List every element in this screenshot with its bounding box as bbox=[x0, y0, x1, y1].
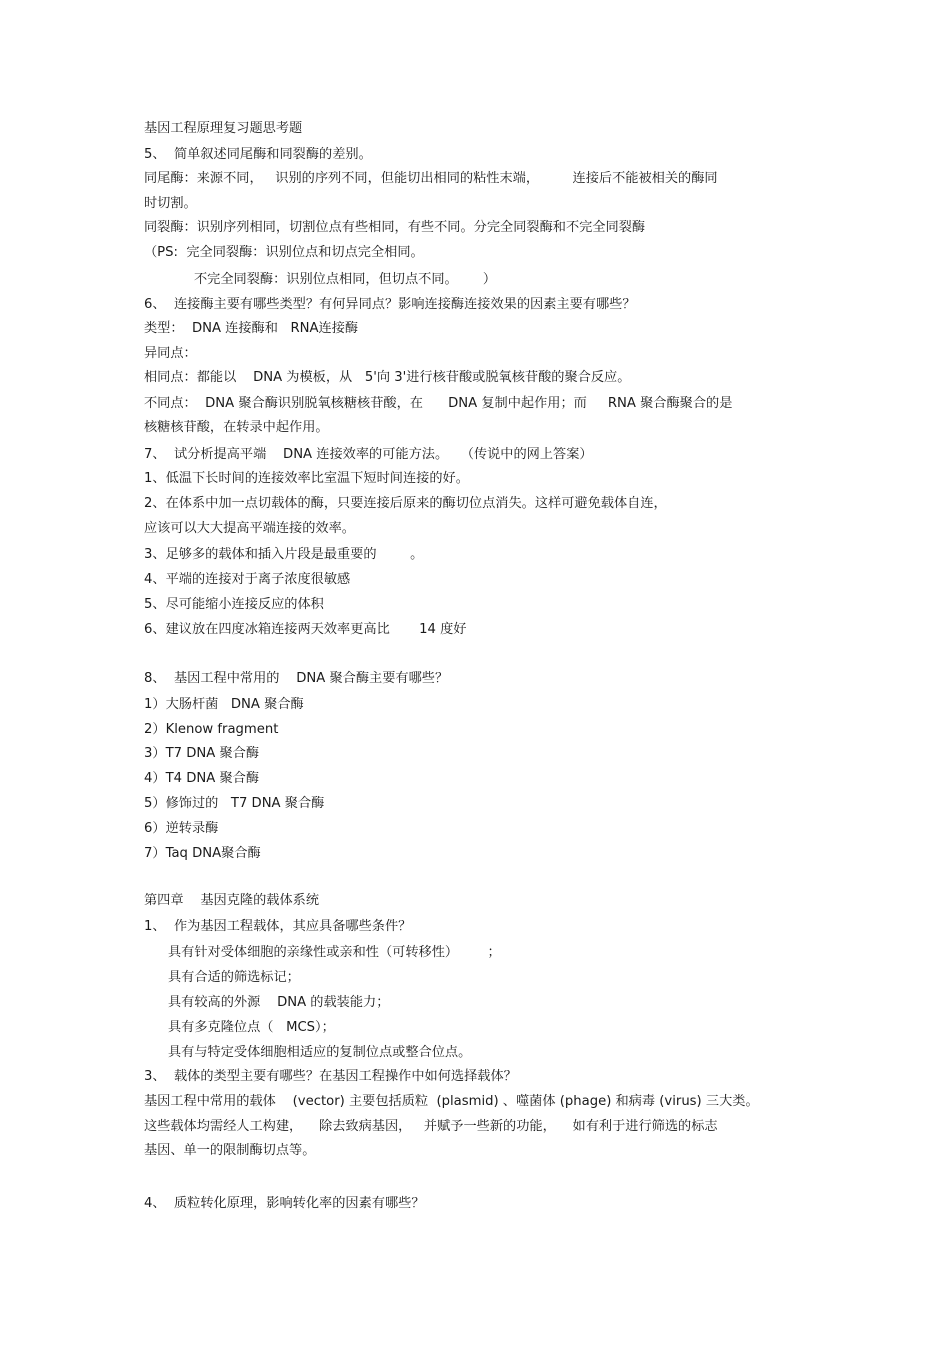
list-item: 2、在体系中加一点切载体的酶，只要连接后原来的酶切位点消失。这样可避免载体自连， bbox=[144, 496, 667, 511]
list-item: 5）修饰过的 T7 DNA 聚合酶 bbox=[144, 796, 325, 811]
question-8: 8、 基因工程中常用的 DNA 聚合酶主要有哪些？ bbox=[144, 671, 449, 686]
question-5: 5、 简单叙述同尾酶和同裂酶的差别。 bbox=[144, 147, 372, 162]
list-item: 4、平端的连接对于离子浓度很敏感 bbox=[144, 572, 351, 587]
list-item: 具有合适的筛选标记； bbox=[168, 970, 300, 985]
list-item: 5、尽可能缩小连接反应的体积 bbox=[144, 597, 324, 612]
list-item: 2）Klenow fragment bbox=[144, 722, 279, 737]
list-item: 6、建议放在四度冰箱连接两天效率更高比 14 度好 bbox=[144, 622, 467, 637]
question-3: 3、 载体的类型主要有哪些？在基因工程操作中如何选择载体？ bbox=[144, 1069, 517, 1084]
list-item: 具有与特定受体细胞相适应的复制位点或整合位点。 bbox=[168, 1045, 472, 1060]
answer-line: 同尾酶：来源不同， 识别的序列不同，但能切出相同的粘性末端， 连接后不能被相关的酶同 bbox=[144, 171, 718, 186]
answer-line: 异同点： bbox=[144, 346, 197, 361]
answer-line: （PS: 完全同裂酶：识别位点和切点完全相同。 bbox=[144, 245, 424, 260]
list-item: 具有较高的外源 DNA 的载装能力； bbox=[168, 995, 390, 1010]
question-4: 4、 质粒转化原理，影响转化率的因素有哪些？ bbox=[144, 1196, 425, 1211]
answer-line: 基因工程中常用的载体 (vector) 主要包括质粒 (plasmid) 、噬菌体 (phage) 和病毒 (virus) 三大类。 bbox=[144, 1094, 759, 1109]
answer-line: 相同点：都能以 DNA 为模板，从 5'向 3'进行核苷酸或脱氧核苷酸的聚合反应。 bbox=[144, 370, 631, 385]
answer-line: 这些载体均需经人工构建， 除去致病基因， 并赋予一些新的功能， 如有利于进行筛选的标志 bbox=[144, 1119, 718, 1134]
list-item: 3、足够多的载体和插入片段是最重要的 。 bbox=[144, 547, 424, 562]
list-item: 应该可以大大提高平端连接的效率。 bbox=[144, 521, 355, 536]
question-6: 6、 连接酶主要有哪些类型？有何异同点？影响连接酶连接效果的因素主要有哪些？ bbox=[144, 297, 636, 312]
answer-line: 同裂酶：识别序列相同，切割位点有些相同，有些不同。分完全同裂酶和不完全同裂酶 bbox=[144, 220, 646, 235]
list-item: 1、低温下长时间的连接效率比室温下短时间连接的好。 bbox=[144, 471, 469, 486]
list-item: 7）Taq DNA聚合酶 bbox=[144, 846, 261, 861]
answer-line: 核糖核苷酸，在转录中起作用。 bbox=[144, 420, 329, 435]
list-item: 1）大肠杆菌 DNA 聚合酶 bbox=[144, 697, 304, 712]
list-item: 6）逆转录酶 bbox=[144, 821, 219, 836]
answer-line: 类型： DNA 连接酶和 RNA连接酶 bbox=[144, 321, 359, 336]
list-item: 具有多克隆位点（ MCS）； bbox=[168, 1020, 335, 1035]
list-item: 4）T4 DNA 聚合酶 bbox=[144, 771, 260, 786]
answer-line: 基因、单一的限制酶切点等。 bbox=[144, 1143, 316, 1158]
answer-line: 不完全同裂酶：识别位点相同，但切点不同。 ） bbox=[194, 272, 497, 287]
list-item: 3）T7 DNA 聚合酶 bbox=[144, 746, 260, 761]
question-1: 1、 作为基因工程载体，其应具备哪些条件？ bbox=[144, 919, 412, 934]
answer-line: 时切割。 bbox=[144, 196, 197, 211]
chapter-heading: 第四章 基因克隆的载体系统 bbox=[144, 893, 320, 908]
list-item: 具有针对受体细胞的亲缘性或亲和性（可转移性） ； bbox=[168, 945, 501, 960]
answer-line: 不同点： DNA 聚合酶识别脱氧核糖核苷酸，在 DNA 复制中起作用；而 RNA 聚合酶聚合的是 bbox=[144, 396, 733, 411]
question-7: 7、 试分析提高平端 DNA 连接效率的可能方法。 （传说中的网上答案） bbox=[144, 447, 593, 462]
doc-title: 基因工程原理复习题思考题 bbox=[144, 121, 303, 136]
